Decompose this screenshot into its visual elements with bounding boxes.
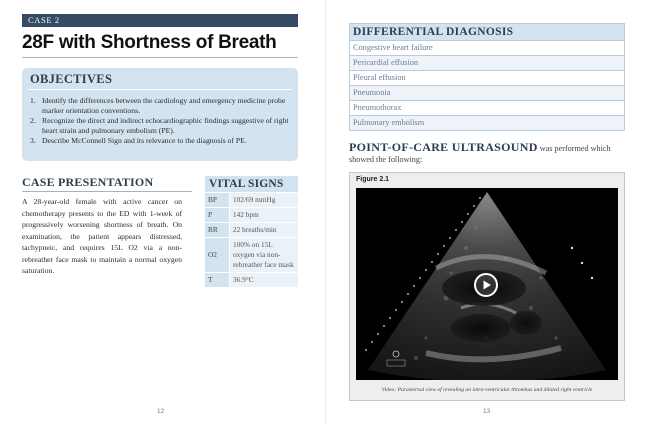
objective-number: 1. [30, 96, 36, 105]
title-divider [22, 57, 298, 58]
objective-number: 3. [30, 136, 36, 146]
vital-row [205, 273, 299, 288]
differential-item: Pneumonia [350, 86, 625, 101]
differential-item: Pulmonary embolism [350, 116, 625, 131]
differential-table [349, 23, 625, 131]
vital-value: 102/69 mmHg [230, 193, 299, 208]
page-divider [325, 0, 326, 424]
vital-value: 100% on 15L oxygen via non-rebreather face mask [230, 238, 299, 273]
case-label: CASE 2 [22, 14, 298, 27]
objective-item [30, 116, 296, 135]
objectives-divider [28, 89, 292, 90]
case-presentation-divider [22, 191, 192, 192]
objective-text: Identify the differences between the cardiology and emergency medicine probe marker orientation conventions. [42, 96, 286, 115]
vital-label: T [205, 273, 230, 288]
objective-text: Recognize the direct and indirect echocardiographic findings suggestive of right heart strain and pulmonary embolism (PE). [42, 116, 289, 135]
objective-number: 2. [30, 116, 36, 126]
pocus-paragraph [349, 142, 625, 165]
objective-text: Describe McConnell Sign and its relevance to the diagnosis of PE. [42, 136, 247, 146]
vital-value: 142 bpm [230, 208, 299, 223]
vital-value: 22 breaths/min [230, 223, 299, 238]
vital-label: O2 [205, 238, 230, 273]
page-title: 28F with Shortness of Breath [22, 32, 277, 53]
play-icon[interactable] [474, 273, 498, 297]
differential-item: Pericardial effusion [350, 56, 625, 71]
differential-item: Congestive heart failure [350, 41, 625, 56]
case-presentation-heading: CASE PRESENTATION [22, 175, 154, 189]
figure-label: Figure 2.1 [356, 176, 390, 183]
page-number-left: 12 [157, 408, 165, 415]
vital-label: RR [205, 223, 230, 238]
vital-row [205, 193, 299, 208]
vital-signs-table [204, 175, 299, 288]
case-presentation-text: A 28-year-old female with active cancer on chemotherapy presents to the ED with 1-week of progressively worsening shortness of breath. On examination, the patient appears distressed, tachypneic, and requires 15L O2 via a non-rebreather face mask to maintain a normal oxygen saturation. [22, 197, 182, 275]
vital-label: BP [205, 193, 230, 208]
pocus-text: was performed which showed the following: [349, 144, 611, 164]
vital-signs-heading: VITAL SIGNS [205, 176, 299, 193]
objective-item [30, 96, 296, 115]
page-number-right: 13 [483, 408, 491, 415]
pocus-heading: POINT-OF-CARE ULTRASOUND [349, 140, 538, 154]
vital-row [205, 238, 299, 273]
differential-heading: DIFFERENTIAL DIAGNOSIS [350, 24, 625, 41]
objectives-list [30, 96, 296, 147]
vital-row [205, 223, 299, 238]
figure-caption: Video: Parasternal view of revealing an intra-ventricular thrombus and dilated right ventricle [381, 387, 593, 393]
vital-row [205, 208, 299, 223]
vital-value: 36.9°C [230, 273, 299, 288]
objectives-heading: OBJECTIVES [30, 72, 113, 86]
differential-item: Pleural effusion [350, 71, 625, 86]
objective-item [30, 136, 296, 146]
vital-label: P [205, 208, 230, 223]
differential-item: Pneumothorax [350, 101, 625, 116]
